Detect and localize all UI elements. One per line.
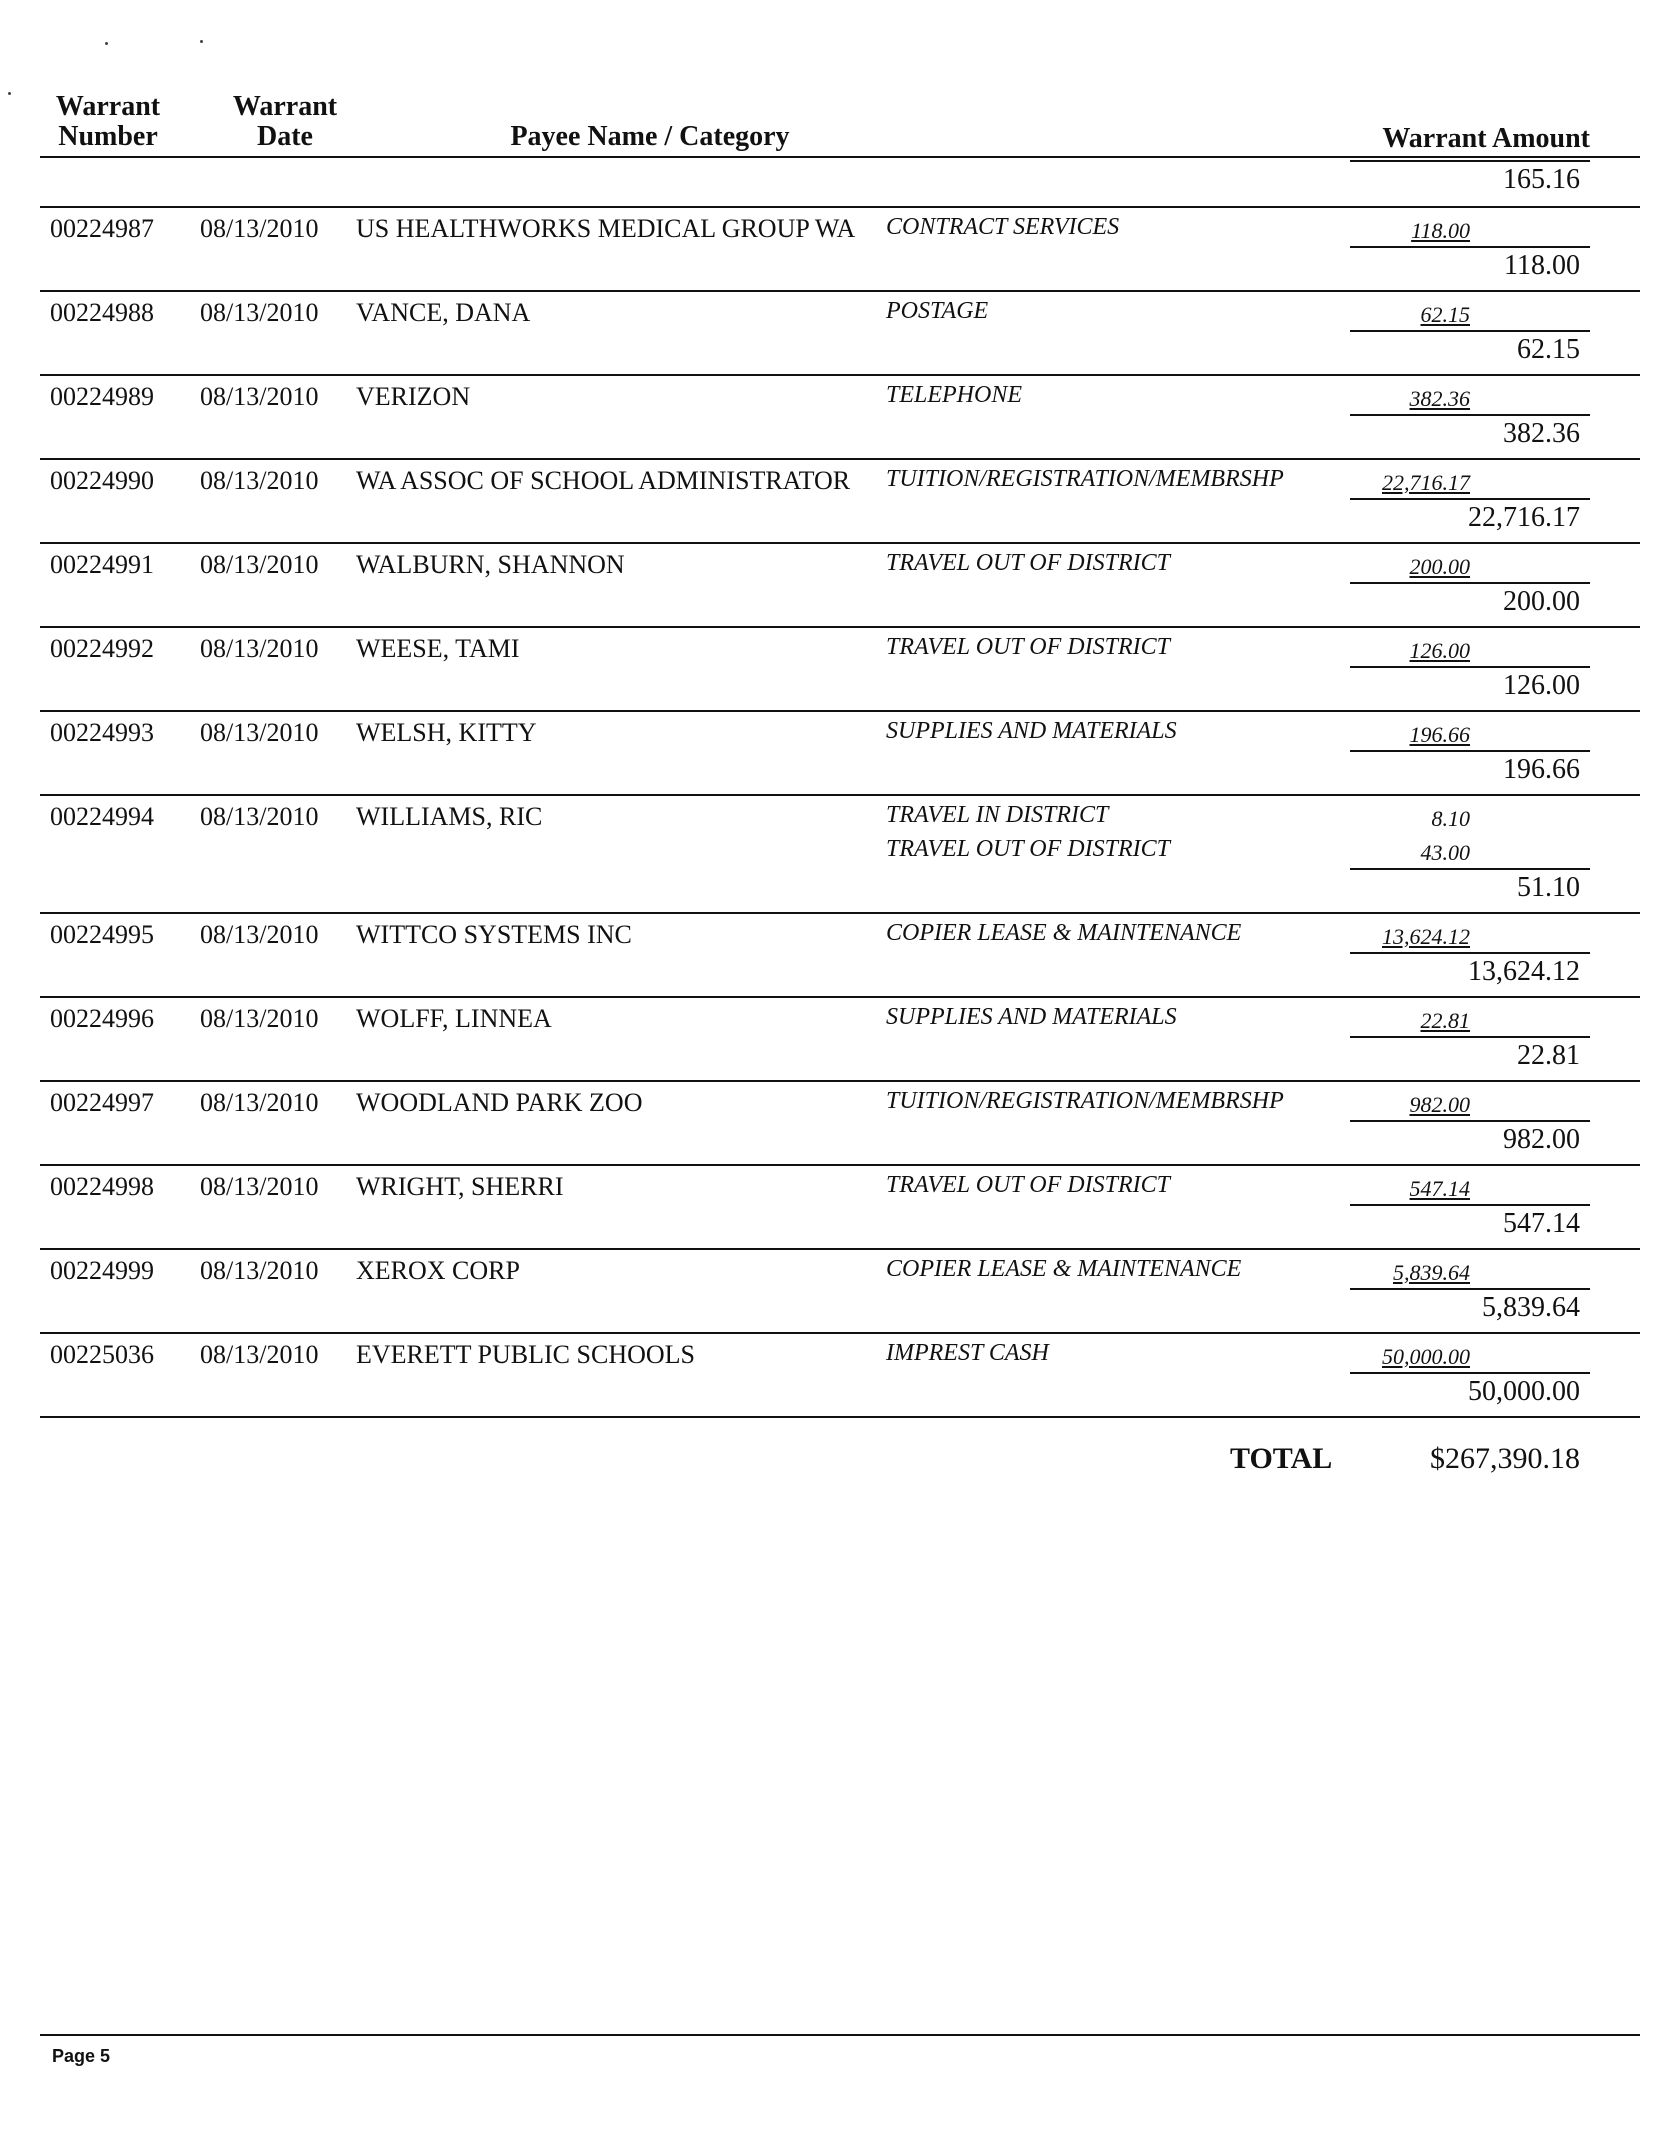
category-label: COPIER LEASE & MAINTENANCE [886, 920, 1242, 946]
warrant-total: 547.14 [1503, 1208, 1580, 1239]
header-warrant-amount: Warrant Amount [1382, 123, 1590, 154]
line-amount: 982.00 [1409, 1092, 1470, 1117]
row-separator [40, 542, 1640, 544]
subtotal-rule [1350, 952, 1590, 954]
line-amount: 62.15 [1420, 302, 1470, 327]
subtotal-rule [1350, 1288, 1590, 1290]
warrant-total: 50,000.00 [1468, 1376, 1580, 1407]
payee-name: WOODLAND PARK ZOO [356, 1088, 643, 1117]
warrant-number: 00225036 [50, 1340, 154, 1369]
category-label: TRAVEL OUT OF DISTRICT [886, 836, 1170, 862]
warrant-total: 5,839.64 [1482, 1292, 1580, 1323]
category-label: IMPREST CASH [886, 1340, 1049, 1366]
row-separator [40, 996, 1640, 998]
category-label: TRAVEL OUT OF DISTRICT [886, 550, 1170, 576]
category-label: CONTRACT SERVICES [886, 214, 1120, 240]
warrant-number: 00224995 [50, 920, 154, 949]
warrant-number: 00224991 [50, 550, 154, 579]
warrant-total: 382.36 [1503, 418, 1580, 449]
warrant-total: 51.10 [1517, 872, 1580, 903]
subtotal-rule [1350, 868, 1590, 870]
warrant-date: 08/13/2010 [200, 802, 319, 831]
payee-name: VANCE, DANA [356, 298, 531, 327]
header-warrant-date-line1: Warrant [232, 91, 338, 122]
payee-name: WILLIAMS, RIC [356, 802, 543, 831]
footer-rule [40, 2034, 1640, 2036]
warrant-total: 62.15 [1517, 334, 1580, 365]
header-warrant-date-line2: Date [257, 121, 313, 152]
line-amount: 200.00 [1409, 554, 1470, 579]
row-separator [40, 1164, 1640, 1166]
category-label: TRAVEL OUT OF DISTRICT [886, 634, 1170, 660]
warrant-date: 08/13/2010 [200, 634, 319, 663]
warrant-date: 08/13/2010 [200, 214, 319, 243]
subtotal-rule [1350, 1120, 1590, 1122]
payee-name: WELSH, KITTY [356, 718, 537, 747]
category-label: TRAVEL IN DISTRICT [886, 802, 1109, 828]
row-separator [40, 912, 1640, 914]
header-warrant-number-line2: Number [58, 121, 158, 152]
subtotal-rule [1350, 330, 1590, 332]
warrant-total: 22.81 [1517, 1040, 1580, 1071]
subtotal-rule [1350, 498, 1590, 500]
payee-name: WRIGHT, SHERRI [356, 1172, 564, 1201]
subtotal-rule [1350, 750, 1590, 752]
subtotal-rule [1350, 666, 1590, 668]
page-number-label: Page 5 [52, 2046, 111, 2066]
warrant-date: 08/13/2010 [200, 1172, 319, 1201]
line-amount: 22.81 [1420, 1008, 1470, 1033]
category-label: TELEPHONE [886, 382, 1023, 408]
line-amount: 5,839.64 [1393, 1260, 1470, 1285]
warrant-number: 00224987 [50, 214, 154, 243]
row-separator [40, 1080, 1640, 1082]
line-amount: 43.00 [1420, 840, 1470, 865]
warrant-total: 118.00 [1504, 250, 1580, 281]
warrant-number: 00224990 [50, 466, 154, 495]
line-amount: 118.00 [1411, 218, 1470, 243]
warrant-total: 982.00 [1503, 1124, 1580, 1155]
row-separator [40, 458, 1640, 460]
header-warrant-number [48, 92, 168, 152]
header-warrant-number-line1: Warrant [55, 91, 161, 122]
warrant-number: 00224997 [50, 1088, 154, 1117]
grand-total-value: $267,390.18 [1430, 1442, 1580, 1475]
scan-speck [8, 92, 11, 95]
warrant-number: 00224994 [50, 802, 154, 831]
warrant-number: 00224999 [50, 1256, 154, 1285]
warrant-date: 08/13/2010 [200, 466, 319, 495]
subtotal-rule [1350, 582, 1590, 584]
row-separator [40, 1332, 1640, 1334]
warrant-total: 126.00 [1503, 670, 1580, 701]
row-separator [40, 794, 1640, 796]
scan-speck [200, 40, 203, 43]
payee-name: WOLFF, LINNEA [356, 1004, 552, 1033]
payee-name: WITTCO SYSTEMS INC [356, 920, 632, 949]
payee-name: VERIZON [356, 382, 471, 411]
warrant-number: 00224996 [50, 1004, 154, 1033]
line-amount: 22,716.17 [1382, 470, 1470, 495]
category-label: TUITION/REGISTRATION/MEMBRSHP [886, 1088, 1284, 1114]
line-amount: 50,000.00 [1382, 1344, 1470, 1369]
subtotal-rule [1350, 1372, 1590, 1374]
warrant-date: 08/13/2010 [200, 382, 319, 411]
carry-forward-amount: 165.16 [1503, 164, 1580, 195]
payee-name: WA ASSOC OF SCHOOL ADMINISTRATOR [356, 466, 851, 495]
payee-name: XEROX CORP [356, 1256, 520, 1285]
row-separator [40, 374, 1640, 376]
header-warrant-date [210, 92, 360, 152]
line-amount: 8.10 [1431, 806, 1470, 831]
warrant-date: 08/13/2010 [200, 1004, 319, 1033]
line-amount: 547.14 [1409, 1176, 1470, 1201]
row-separator [40, 290, 1640, 292]
row-separator [40, 206, 1640, 208]
row-separator [40, 1248, 1640, 1250]
line-amount: 382.36 [1409, 386, 1470, 411]
category-label: SUPPLIES AND MATERIALS [886, 1004, 1177, 1030]
payee-name: EVERETT PUBLIC SCHOOLS [356, 1340, 695, 1369]
carry-forward-rule [1350, 160, 1590, 162]
line-amount: 196.66 [1409, 722, 1470, 747]
warrant-total: 200.00 [1503, 586, 1580, 617]
grand-total-label: TOTAL [1230, 1442, 1333, 1475]
warrant-date: 08/13/2010 [200, 920, 319, 949]
table-bottom-rule [40, 1416, 1640, 1418]
subtotal-rule [1350, 1204, 1590, 1206]
warrant-date: 08/13/2010 [200, 1256, 319, 1285]
payee-name: WEESE, TAMI [356, 634, 520, 663]
warrant-total: 196.66 [1503, 754, 1580, 785]
warrant-total: 13,624.12 [1468, 956, 1580, 987]
warrant-number: 00224993 [50, 718, 154, 747]
payee-name: WALBURN, SHANNON [356, 550, 625, 579]
category-label: TUITION/REGISTRATION/MEMBRSHP [886, 466, 1284, 492]
category-label: TRAVEL OUT OF DISTRICT [886, 1172, 1170, 1198]
warrant-date: 08/13/2010 [200, 1088, 319, 1117]
category-label: COPIER LEASE & MAINTENANCE [886, 1256, 1242, 1282]
header-rule [40, 156, 1640, 158]
warrant-number: 00224992 [50, 634, 154, 663]
row-separator [40, 710, 1640, 712]
warrant-date: 08/13/2010 [200, 718, 319, 747]
row-separator [40, 626, 1640, 628]
line-amount: 13,624.12 [1382, 924, 1470, 949]
subtotal-rule [1350, 414, 1590, 416]
warrant-total: 22,716.17 [1468, 502, 1580, 533]
warrant-date: 08/13/2010 [200, 550, 319, 579]
scan-speck [105, 42, 108, 45]
payee-name: US HEALTHWORKS MEDICAL GROUP WA [356, 214, 856, 243]
warrant-date: 08/13/2010 [200, 298, 319, 327]
line-amount: 126.00 [1409, 638, 1470, 663]
category-label: POSTAGE [886, 298, 989, 324]
category-label: SUPPLIES AND MATERIALS [886, 718, 1177, 744]
subtotal-rule [1350, 246, 1590, 248]
warrant-number: 00224989 [50, 382, 154, 411]
warrant-number: 00224998 [50, 1172, 154, 1201]
header-payee: Payee Name / Category [510, 121, 790, 152]
subtotal-rule [1350, 1036, 1590, 1038]
warrant-number: 00224988 [50, 298, 154, 327]
warrant-date: 08/13/2010 [200, 1340, 319, 1369]
